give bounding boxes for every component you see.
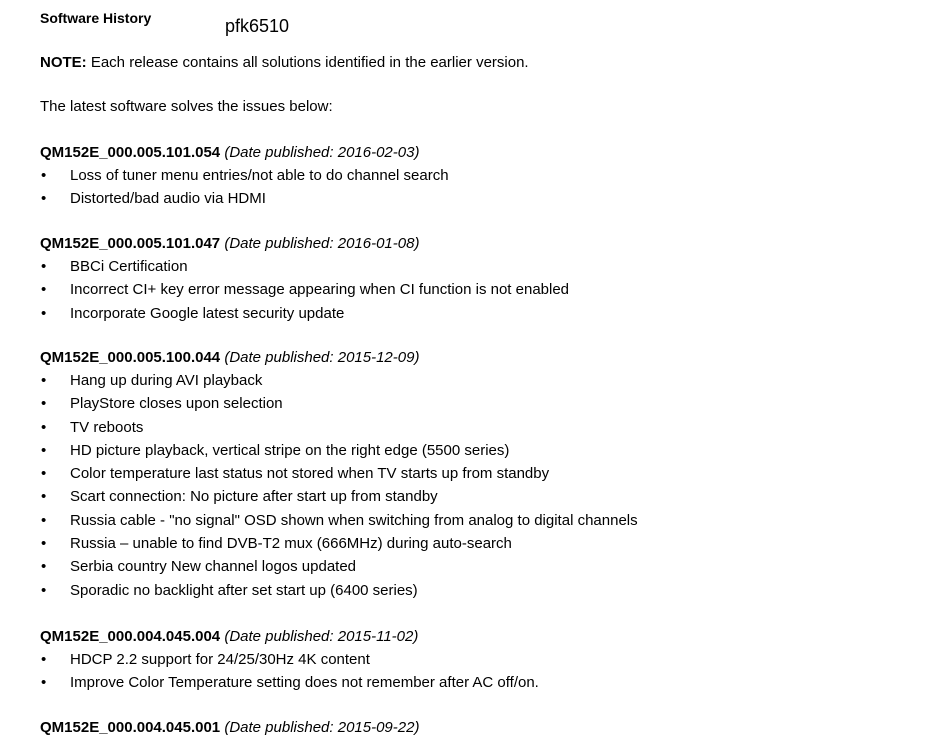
list-item bbox=[40, 511, 920, 534]
list-item bbox=[40, 166, 920, 189]
list-item-text: Hang up during AVI playback bbox=[70, 372, 263, 389]
model-name: pfk6510 bbox=[225, 16, 290, 36]
note-paragraph bbox=[40, 53, 529, 72]
release-heading bbox=[40, 143, 920, 166]
bullet-icon: • bbox=[41, 441, 47, 459]
bullet-icon: • bbox=[41, 674, 47, 692]
list-item bbox=[40, 487, 920, 510]
list-item bbox=[40, 581, 920, 604]
list-item-text: HD picture playback, vertical stripe on the right edge (5500 series) bbox=[70, 441, 510, 459]
note-text: Each release contains all solutions identified in the earlier version. bbox=[86, 54, 529, 71]
list-item-text: HDCP 2.2 support for 24/25/30Hz 4K content bbox=[70, 651, 370, 668]
list-item-text: Incorrect CI+ key error message appearing when CI function is not enabled bbox=[70, 281, 570, 299]
list-item-text: Scart connection: No picture after start up from standby bbox=[70, 488, 438, 506]
list-item bbox=[40, 304, 920, 327]
list-item-text: BBCi Certification bbox=[70, 258, 188, 275]
bullet-icon: • bbox=[41, 535, 47, 553]
list-item-text: Loss of tuner menu entries/not able to do channel search bbox=[70, 167, 449, 184]
intro-paragraph: The latest software solves the issues below: bbox=[40, 98, 333, 115]
bullet-icon: • bbox=[41, 488, 47, 506]
list-item bbox=[40, 464, 920, 487]
list-item-text: Serbia country New channel logos updated bbox=[70, 558, 357, 576]
release-date: (Date published: 2015-12-09) bbox=[224, 349, 420, 366]
release-date: (Date published: 2016-02-03) bbox=[224, 144, 420, 161]
bullet-icon: • bbox=[41, 372, 47, 389]
release-section bbox=[40, 348, 920, 604]
release-date: (Date published: 2015-11-02) bbox=[224, 628, 419, 645]
note-label: NOTE: bbox=[40, 54, 87, 71]
release-version: QM152E_000.005.101.047 bbox=[40, 235, 221, 252]
release-version: QM152E_000.005.101.054 bbox=[40, 144, 221, 161]
list-item bbox=[40, 280, 920, 303]
release-version: QM152E_000.004.045.004 bbox=[40, 628, 221, 645]
release-heading bbox=[40, 718, 920, 741]
list-item bbox=[40, 394, 920, 417]
list-item bbox=[40, 189, 920, 212]
list-item bbox=[40, 650, 920, 673]
release-heading bbox=[40, 234, 920, 257]
bullet-icon: • bbox=[41, 190, 47, 208]
list-item bbox=[40, 534, 920, 557]
list-item-text: Sporadic no backlight after set start up (6400 series) bbox=[70, 581, 418, 599]
list-item-text: Improve Color Temperature setting does not remember after AC off/on. bbox=[70, 674, 539, 692]
bullet-icon: • bbox=[41, 281, 47, 299]
list-item-text: Color temperature last status not stored when TV starts up from standby bbox=[70, 465, 550, 483]
release-heading bbox=[40, 348, 920, 371]
list-item bbox=[40, 418, 920, 441]
release-issue-list bbox=[40, 257, 920, 327]
bullet-icon: • bbox=[41, 167, 47, 184]
list-item-text: Russia cable - "no signal" OSD shown when switching from analog to digital channels bbox=[70, 511, 638, 529]
release-heading bbox=[40, 627, 920, 650]
bullet-icon: • bbox=[41, 418, 47, 436]
release-issue-list bbox=[40, 166, 920, 213]
list-item-text: Incorporate Google latest security update bbox=[70, 304, 345, 322]
list-item-text: PlayStore closes upon selection bbox=[70, 395, 283, 413]
bullet-icon: • bbox=[41, 511, 47, 529]
bullet-icon: • bbox=[41, 304, 47, 322]
release-issue-list bbox=[40, 650, 920, 697]
release-section bbox=[40, 627, 920, 697]
bullet-icon: • bbox=[41, 581, 47, 599]
bullet-icon: • bbox=[41, 651, 47, 668]
release-date: (Date published: 2016-01-08) bbox=[224, 235, 420, 252]
release-date: (Date published: 2015-09-22) bbox=[224, 719, 420, 736]
list-item-text: Distorted/bad audio via HDMI bbox=[70, 190, 266, 208]
release-section bbox=[40, 143, 920, 213]
list-item bbox=[40, 673, 920, 696]
release-section bbox=[40, 718, 920, 741]
list-item bbox=[40, 257, 920, 280]
bullet-icon: • bbox=[41, 258, 47, 275]
list-item-text: TV reboots bbox=[70, 418, 144, 436]
bullet-icon: • bbox=[41, 395, 47, 413]
list-item bbox=[40, 371, 920, 394]
document-title: Software History bbox=[40, 10, 152, 26]
list-item-text: Russia – unable to find DVB-T2 mux (666MHz) during auto-search bbox=[70, 535, 512, 553]
bullet-icon: • bbox=[41, 465, 47, 483]
release-section bbox=[40, 234, 920, 327]
release-version: QM152E_000.005.100.044 bbox=[40, 349, 221, 366]
release-version: QM152E_000.004.045.001 bbox=[40, 719, 221, 736]
bullet-icon: • bbox=[41, 558, 47, 576]
list-item bbox=[40, 441, 920, 464]
release-issue-list bbox=[40, 371, 920, 604]
list-item bbox=[40, 557, 920, 580]
